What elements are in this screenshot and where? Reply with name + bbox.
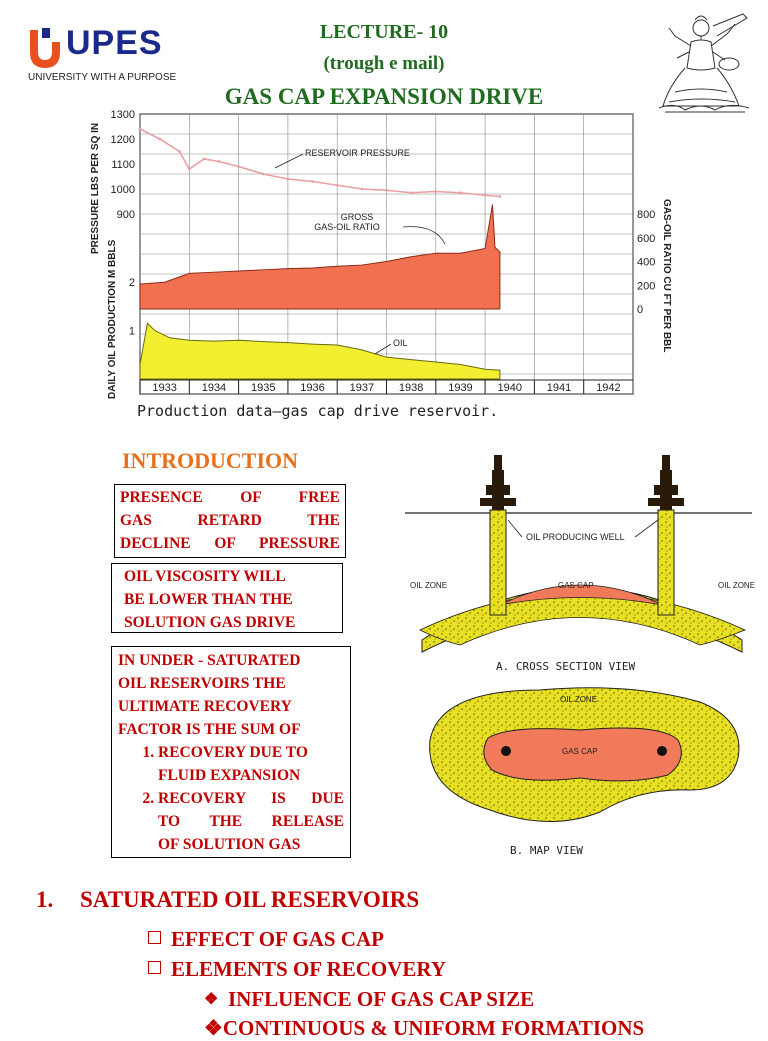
oil-zone-left-label: OIL ZONE: [410, 581, 448, 590]
y-left-top-axis-label: PRESSURE LBS PER SQ IN: [90, 122, 101, 254]
label-gross-gas-oil-ratio: GROSS GAS-OIL RATIO: [314, 212, 380, 232]
well-map-left: [501, 746, 511, 756]
recovery-item: [158, 787, 344, 856]
y-right-axis-label: GAS-OIL RATIO CU FT PER BBL: [661, 199, 672, 353]
bullet-elements-of-recovery: [148, 957, 446, 982]
pressure-point: [410, 191, 413, 194]
x-tick-label: 1939: [448, 382, 473, 394]
page-title: GAS CAP EXPANSION DRIVE: [224, 84, 544, 109]
oil-zone-map-label: OIL ZONE: [560, 695, 598, 704]
diamond-bullet-icon: ❖: [204, 1016, 223, 1040]
y-left-bottom-tick-label: 1: [128, 325, 135, 338]
recovery-item-line: 1. RECOVERY DUE TO: [158, 744, 308, 761]
oil-zone-right-label: OIL ZONE: [718, 581, 756, 590]
y-right-tick-label: 400: [637, 256, 656, 269]
well-left: [480, 455, 516, 615]
y-left-top-tick-label: 1200: [110, 134, 135, 146]
well-map-right: [657, 746, 667, 756]
gas-cap-label: GAS CAP: [558, 581, 594, 590]
box2-line: OIL VISCOSITY WILL: [124, 568, 286, 585]
x-tick-label: 1933: [152, 382, 177, 394]
caption-map-view: B. MAP VIEW: [510, 844, 583, 857]
production-chart: [85, 104, 680, 429]
checkbox-bullet-icon: [148, 961, 161, 974]
pressure-point: [237, 165, 240, 168]
intro-heading: INTRODUCTION: [122, 448, 299, 473]
pressure-point: [203, 158, 206, 161]
gas-cap-map-label: GAS CAP: [562, 747, 598, 756]
y-left-top-tick-label: 1000: [110, 184, 135, 196]
y-left-bottom-axis-label: DAILY OIL PRODUCTION M BBLS: [107, 239, 118, 399]
pressure-point: [217, 160, 220, 163]
lecture-number: LECTURE- 10: [319, 21, 449, 43]
recovery-item-line: TO THE RELEASE: [158, 813, 344, 830]
y-right-tick-label: 200: [637, 280, 656, 293]
well-label: OIL PRODUCING WELL: [526, 532, 625, 542]
y-left-top-tick-label: 1300: [110, 109, 135, 121]
sub-bullet-gas-cap-size: [204, 987, 534, 1012]
sub-bullet-formations: [204, 1016, 644, 1041]
pressure-point: [311, 180, 314, 183]
box1-line: DECLINE OF PRESSURE: [120, 535, 340, 552]
intro-box-free-gas: [114, 484, 346, 558]
reservoir-diagram: [400, 440, 760, 865]
lecture-subtitle: (trough e mail): [323, 53, 445, 74]
recovery-item-line: 2. RECOVERY IS DUE: [158, 790, 344, 807]
chart-caption: Production data–gas cap drive reservoir.: [137, 402, 499, 420]
intro-box-recovery: [111, 646, 351, 858]
x-tick-label: 1938: [398, 382, 424, 394]
pressure-point: [434, 190, 437, 193]
x-tick-label: 1937: [349, 382, 375, 394]
logo-tagline: UNIVERSITY WITH A PURPOSE: [28, 72, 177, 83]
pressure-point: [360, 188, 363, 191]
pressure-point: [287, 178, 290, 181]
pressure-point: [459, 191, 462, 194]
logo-name: UPES: [66, 24, 163, 62]
x-tick-label: 1934: [201, 382, 227, 394]
box2-line: BE LOWER THAN THE: [124, 591, 293, 608]
bullet-text: INFLUENCE OF GAS CAP SIZE: [228, 987, 535, 1011]
y-left-bottom-tick-label: 2: [128, 277, 135, 289]
y-right-tick-label: 0: [637, 304, 644, 316]
box3-line: FACTOR IS THE SUM OF: [118, 721, 301, 738]
section-number: 1.: [36, 887, 54, 912]
pressure-point: [336, 184, 339, 187]
pressure-point: [188, 168, 191, 171]
x-tick-label: 1940: [497, 382, 522, 394]
pressure-point: [385, 189, 388, 192]
box2-line: SOLUTION GAS DRIVE: [124, 614, 296, 631]
well-right: [648, 455, 684, 615]
bullet-text: EFFECT OF GAS CAP: [171, 927, 384, 951]
box3-line: OIL RESERVOIRS THE: [118, 675, 286, 692]
bullet-effect-of-gas-cap: [148, 927, 384, 952]
x-tick-label: 1941: [546, 382, 572, 394]
pressure-point: [178, 150, 181, 153]
checkbox-bullet-icon: [148, 931, 161, 944]
bullet-text: ELEMENTS OF RECOVERY: [171, 957, 447, 981]
x-tick-label: 1936: [300, 382, 325, 394]
intro-box-viscosity: [111, 563, 343, 633]
box3-line: IN UNDER - SATURATED: [118, 652, 301, 669]
y-left-top-tick-label: 1100: [111, 159, 135, 171]
box1-line: GAS RETARD THE: [120, 512, 340, 529]
recovery-item-line: OF SOLUTION GAS: [158, 836, 301, 853]
x-tick-label: 1942: [596, 382, 621, 394]
recovery-item-line: FLUID EXPANSION: [158, 767, 301, 784]
section-title: SATURATED OIL RESERVOIRS: [80, 887, 420, 912]
diamond-bullet-icon: ❖: [204, 991, 219, 1008]
caption-cross-section: A. CROSS SECTION VIEW: [496, 660, 636, 673]
box3-line: ULTIMATE RECOVERY: [118, 698, 292, 715]
pressure-point: [262, 173, 265, 176]
y-right-tick-label: 600: [637, 232, 656, 245]
y-right-tick-label: 800: [637, 209, 656, 221]
pressure-point: [484, 194, 487, 197]
oil-zone-arch-body: [420, 593, 745, 646]
x-tick-label: 1935: [251, 382, 276, 394]
label-reservoir-pressure: RESERVOIR PRESSURE: [305, 148, 410, 158]
y-left-top-tick-label: 900: [116, 209, 135, 221]
pressure-point: [158, 138, 161, 141]
deity-sketch-icon: [655, 6, 755, 118]
pressure-point: [139, 128, 142, 131]
section-heading: [36, 887, 419, 913]
pressure-point: [498, 195, 501, 198]
recovery-item: [158, 741, 344, 787]
box1-line: PRESENCE OF FREE: [120, 489, 340, 506]
label-oil: OIL: [393, 338, 408, 348]
bullet-text: CONTINUOUS & UNIFORM FORMATIONS: [222, 1016, 645, 1040]
